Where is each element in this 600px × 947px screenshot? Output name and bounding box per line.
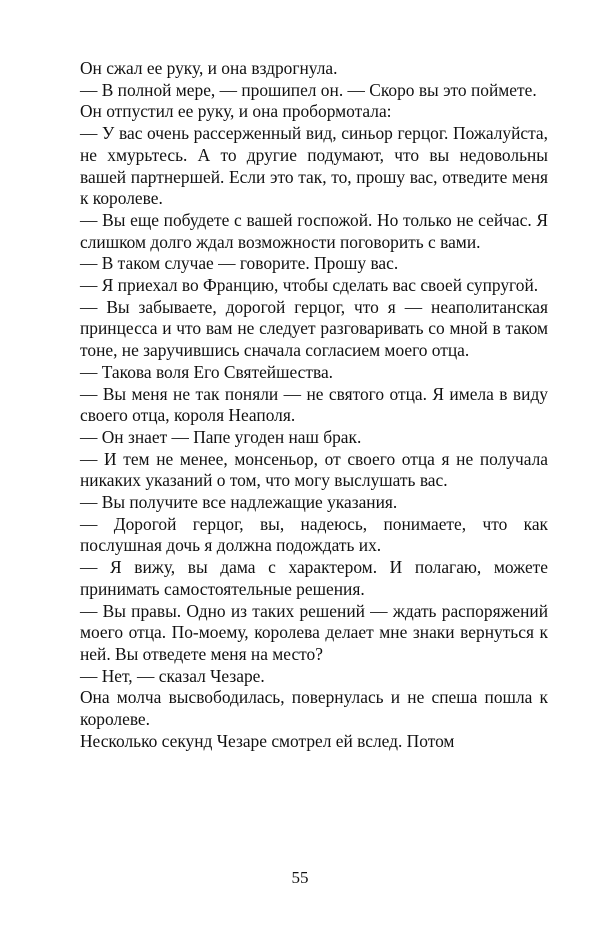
paragraph: — В полной мере, — прошипел он. — Скоро вы это поймете. bbox=[80, 79, 537, 100]
paragraph: Несколько секунд Чезаре смотрел ей вслед. Потом bbox=[80, 730, 455, 751]
paragraph: — И тем не менее, монсеньор, от своего отца я не получала никаких указаний о том, что могу выслушать вас. bbox=[80, 448, 548, 491]
paragraph: — Он знает — Папе угоден наш брак. bbox=[80, 426, 362, 447]
body-text bbox=[80, 58, 548, 753]
paragraph: — Вы забываете, дорогой герцог, что я — неаполитанская принцесса и что вам не следует разговаривать со мной в таком тоне, не заручившись сначала согласием моего отца. bbox=[80, 296, 548, 361]
paragraph: — Нет, — сказал Чезаре. bbox=[80, 665, 265, 686]
paragraph: — Вы меня не так поняли — не святого отца. Я имела в виду своего отца, короля Неаполя. bbox=[80, 383, 548, 426]
paragraph: Он отпустил ее руку, и она пробормотала: bbox=[80, 101, 392, 122]
paragraph: — Вы получите все надлежащие указания. bbox=[80, 492, 398, 513]
page-number: 55 bbox=[291, 868, 309, 887]
paragraph: — Вы еще побудете с вашей госпожой. Но только не сейчас. Я слишком долго ждал возможности поговорить с вами. bbox=[80, 209, 548, 252]
paragraph: — Вы правы. Одно из таких решений — ждать распоряжений моего отца. По-моему, королева делает мне знаки вернуться к ней. Вы отведете меня на место? bbox=[80, 600, 548, 664]
paragraph: — Такова воля Его Святейшества. bbox=[80, 361, 334, 382]
paragraph: — Я приехал во Францию, чтобы сделать вас своей супругой. bbox=[80, 275, 539, 296]
paragraph: — У вас очень рассерженный вид, синьор герцог. Пожалуйста, не хмурьтесь. А то другие подумают, что вы недовольны вашей партнершей. Если это так, то, прошу вас, отведите меня к королеве. bbox=[80, 123, 548, 209]
paragraph: Он сжал ее руку, и она вздрогнула. bbox=[80, 58, 338, 78]
paragraph: — Дорогой герцог, вы, надеюсь, понимаете, что как послушная дочь я должна подождать их. bbox=[80, 513, 548, 556]
paragraph: — Я вижу, вы дама с характером. И полагаю, можете принимать самостоятельные решения. bbox=[80, 557, 548, 599]
paragraph: Она молча высвободилась, повернулась и не спеша пошла к королеве. bbox=[80, 687, 548, 730]
paragraph: — В таком случае — говорите. Прошу вас. bbox=[80, 253, 399, 274]
